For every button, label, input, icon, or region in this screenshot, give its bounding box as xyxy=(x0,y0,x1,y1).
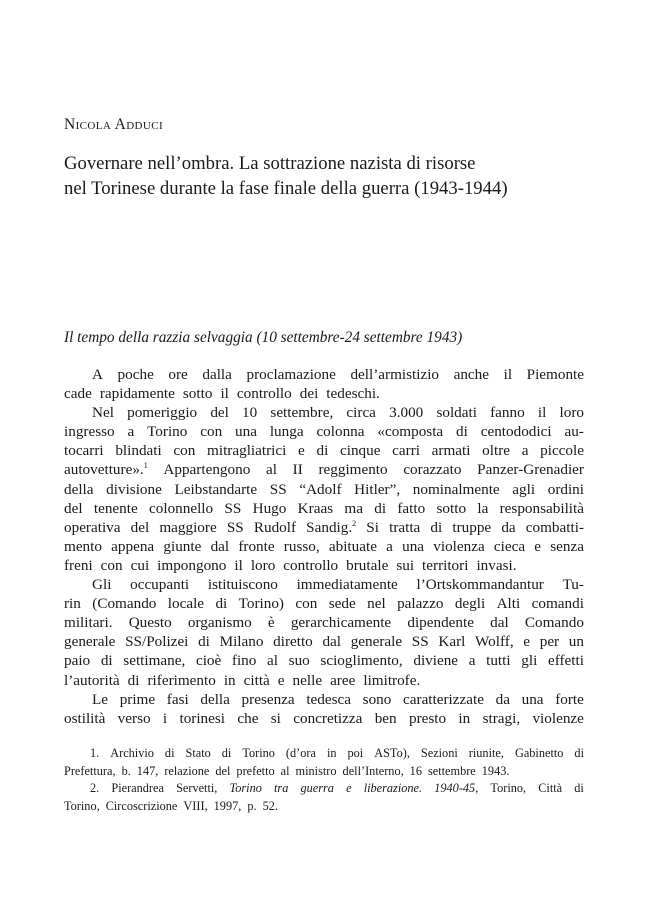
body-line: freni con cui impongono il loro controllo brutale sui territori invasi. xyxy=(64,556,517,574)
body-line: A poche ore dalla proclamazione dell’armistizio anche il Piemonte xyxy=(92,366,584,383)
title-line: Governare nell’ombra. La sottrazione nazista di risorse xyxy=(64,153,476,174)
article-title xyxy=(64,151,604,201)
body-line: l’autorità di riferimento in città e nelle aree limitrofe. xyxy=(64,671,421,689)
title-line: nel Torinese durante la fase finale della guerra (1943-1944) xyxy=(64,178,508,199)
body-line: Nel pomeriggio del 10 settembre, circa 3.000 soldati fanno il loro xyxy=(92,404,584,422)
footnote-line: 2. Pierandrea Servetti, Torino tra guerra e liberazione. 1940-45, Torino, Città di xyxy=(90,781,584,795)
footnotes xyxy=(64,745,584,815)
section-heading: Il tempo della razzia selvaggia (10 settembre-24 settembre 1943) xyxy=(64,329,463,346)
body-line: Le prime fasi della presenza tedesca sono caratterizzate da una forte xyxy=(92,690,584,708)
body-line: militari. Questo organismo è gerarchicamente dipendente dal Comando xyxy=(64,614,584,632)
body-line: operativa del maggiore SS Rudolf Sandig.$^2$ Si tratta di truppe da combatti- xyxy=(64,518,584,536)
body-line: generale SS/Polizei di Milano diretto dal generale SS Karl Wolff, e per un xyxy=(64,633,584,651)
footnote-line: Prefettura, b. 147, relazione del prefetto al ministro dell’Interno, 16 settembre 1943. xyxy=(64,763,510,778)
body-line: tocarri blindati con mitragliatrici e di cinque carri armati oltre a piccole xyxy=(64,442,584,460)
body-line: della divisione Leibstandarte SS “Adolf Hitler”, nominalmente agli ordini xyxy=(64,480,584,498)
footnote-line: 1. Archivio di Stato di Torino (d’ora in poi ASTo), Sezioni riunite, Gabinetto di xyxy=(90,746,584,760)
body-line: mento appena giunte dal fronte russo, abituate a una violenza cieca e senza xyxy=(64,537,584,555)
body-line: cade rapidamente sotto il controllo dei tedeschi. xyxy=(64,385,380,403)
body-line: paio di settimane, cioè fino al suo scioglimento, diviene a tutti gli effetti xyxy=(64,652,584,670)
body-line: rin (Comando locale di Torino) con sede nel palazzo degli Alti comandi xyxy=(64,595,584,613)
footnote-line: Torino, Circoscrizione VIII, 1997, p. 52. xyxy=(64,798,278,813)
body-line: ostilità verso i torinesi che si concretizza ben presto in stragi, violenze xyxy=(64,709,584,727)
body-line: del tenente colonnello SS Hugo Kraas ma di fatto sotto la responsabilità xyxy=(64,499,584,517)
body-line: ingresso a Torino con una lunga colonna «composta di centododici au- xyxy=(64,423,584,441)
body-line: autovetture».$^1$ Appartengono al II reggimento corazzato Panzer-Grenadier xyxy=(64,461,584,479)
body-line: Gli occupanti istituiscono immediatamente l’Ortskommandantur Tu- xyxy=(92,576,584,594)
body-text xyxy=(64,365,584,728)
author-name: Nicola Adduci xyxy=(64,116,164,133)
